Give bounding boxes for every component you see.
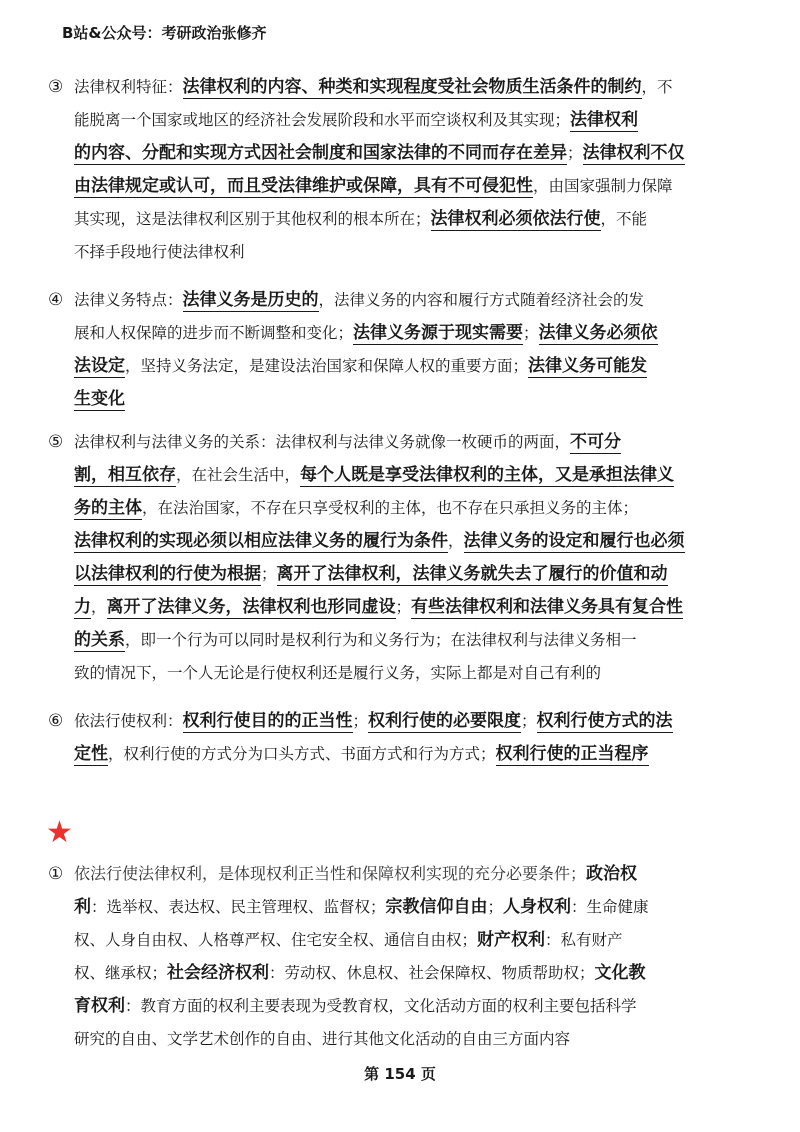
text: 其实现，这是法律权利区别于其他权利的根本所在； xyxy=(74,210,431,228)
key-term: 财产权利 xyxy=(477,930,546,950)
page-number: 第 154 页 xyxy=(364,1065,436,1083)
text: ，即一个行为可以同时是权利行为和义务行为；在法律权利与法律义务相一 xyxy=(125,631,637,649)
key-point: 的内容、分配和实现方式因社会制度和国家法律的不同而存在差异 xyxy=(74,143,567,163)
text: ； xyxy=(523,324,539,342)
key-term: 宗教信仰自由 xyxy=(385,897,488,917)
key-point: 法律权利的实现必须以相应法律义务的履行为条件 xyxy=(74,531,448,551)
text: ，不能 xyxy=(600,210,648,228)
text: ； xyxy=(395,598,412,616)
text: 不择手段地行使法律权利 xyxy=(74,243,245,261)
paragraph-rights-categories xyxy=(48,857,754,1055)
text: ， xyxy=(91,598,107,616)
text: 权、人身自由权、人格尊严权、住宅安全权、通信自由权； xyxy=(74,931,478,949)
text: 研究的自由、文学艺术创作的自由、进行其他文化活动的自由三方面内容 xyxy=(74,1030,571,1048)
paragraph-rights-duties-relationship xyxy=(48,425,754,689)
key-point: 法律权利 xyxy=(570,110,639,130)
key-term: 文化教 xyxy=(594,963,646,983)
text: ，法律义务的内容和履行方式随着经济社会的发 xyxy=(318,291,645,309)
text: ，在法治国家，不存在只享受权利的主体，也不存在只承担义务的主体； xyxy=(142,499,639,517)
item-number: ⑤ xyxy=(48,432,64,452)
key-term: 育权利 xyxy=(74,996,125,1016)
text: 权、继承权； xyxy=(74,964,168,982)
text: ，不 xyxy=(641,78,673,96)
key-point: 割，相互依存 xyxy=(74,465,176,485)
key-point: 法律权利不仅 xyxy=(582,143,685,163)
text: 展和人权保障的进步而不断调整和变化； xyxy=(74,324,354,342)
key-term: 社会经济权利 xyxy=(167,963,270,983)
text: 能脱离一个国家或地区的经济社会发展阶段和水平而空谈权利及其实现； xyxy=(74,111,571,129)
key-point: 每个人既是享受法律权利的主体，又是承担法律义 xyxy=(300,465,675,485)
paragraph-legal-rights-features xyxy=(48,70,754,268)
text: ； xyxy=(487,898,504,916)
paragraph-legal-duties-features xyxy=(48,283,754,415)
key-point: 力 xyxy=(74,597,91,617)
key-point: 法律义务源于现实需要 xyxy=(353,323,524,343)
key-point: 法律义务可能发 xyxy=(528,356,648,376)
key-point: 权利行使目的的正当性 xyxy=(182,711,353,731)
key-point: 务的主体 xyxy=(74,498,142,518)
key-point: 不可分 xyxy=(570,432,622,452)
text: ：生命健康 xyxy=(571,898,649,916)
text: ，权利行使的方式分为口头方式、书面方式和行为方式； xyxy=(108,745,496,763)
key-point: 法律义务必须依 xyxy=(538,323,658,343)
item-number: ① xyxy=(48,864,64,884)
item-number: ⑥ xyxy=(48,711,64,731)
key-term: 人身权利 xyxy=(503,897,572,917)
key-term: 政治权 xyxy=(586,864,638,884)
key-point: 法律权利必须依法行使 xyxy=(430,209,601,229)
star-icon: ★ xyxy=(46,815,73,850)
paragraph-exercise-rights xyxy=(48,704,754,770)
key-point: 法律权利的内容、种类和实现程度受社会物质生活条件的制约 xyxy=(182,77,642,97)
key-point: 离开了法律权利，法律义务就失去了履行的价值和动 xyxy=(276,564,668,584)
key-point: 的关系 xyxy=(74,630,125,650)
key-point: 生变化 xyxy=(74,389,125,409)
item-number: ③ xyxy=(48,77,64,97)
text: ， xyxy=(448,532,464,550)
page-header: B站&公众号：考研政治张修齐 xyxy=(62,24,267,42)
text: ，坚持义务法定，是建设法治国家和保障人权的重要方面； xyxy=(125,357,529,375)
text: 致的情况下，一个人无论是行使权利还是履行义务，实际上都是对自己有利的 xyxy=(74,664,602,682)
key-point: 法设定 xyxy=(74,356,125,376)
text: 依法行使法律权利，是体现权利正当性和保障权利实现的充分必要条件； xyxy=(74,864,587,883)
key-point: 权利行使的必要限度 xyxy=(368,711,522,731)
key-point: 定性 xyxy=(74,744,108,764)
text: ：教育方面的权利主要表现为受教育权，文化活动方面的权利主要包括科学 xyxy=(125,997,637,1015)
item-number: ④ xyxy=(48,290,64,310)
text: ：私有财产 xyxy=(545,931,623,949)
key-term: 利 xyxy=(74,897,91,917)
key-point: 由法律规定或认可，而且受法律维护或保障，具有不可侵犯性 xyxy=(74,176,533,196)
text: ； xyxy=(352,712,369,730)
key-point: 以法律权利的行使为根据 xyxy=(74,564,261,584)
key-point: 权利行使的正当程序 xyxy=(495,744,649,764)
text: ，由国家强制力保障 xyxy=(533,177,673,195)
text: ，在社会生活中， xyxy=(176,466,301,484)
text: 法律权利特征： xyxy=(74,78,183,96)
key-point: 法律义务的设定和履行也必须 xyxy=(463,531,685,551)
key-point: 权利行使方式的法 xyxy=(536,711,673,731)
key-point: 法律义务是历史的 xyxy=(182,290,319,310)
key-point: 有些法律权利和法律义务具有复合性 xyxy=(411,597,684,617)
text: ； xyxy=(261,565,277,583)
text: ； xyxy=(567,144,583,162)
text: ：劳动权、休息权、社会保障权、物质帮助权； xyxy=(269,964,595,982)
key-point: 离开了法律义务，法律权利也形同虚设 xyxy=(106,597,396,617)
text: ：选举权、表达权、民主管理权、监督权； xyxy=(91,898,386,916)
text: 法律权利与法律义务的关系：法律权利与法律义务就像一枚硬币的两面， xyxy=(74,433,571,451)
text: 依法行使权利： xyxy=(74,712,183,730)
text: ； xyxy=(521,712,537,730)
text: 法律义务特点： xyxy=(74,291,183,309)
